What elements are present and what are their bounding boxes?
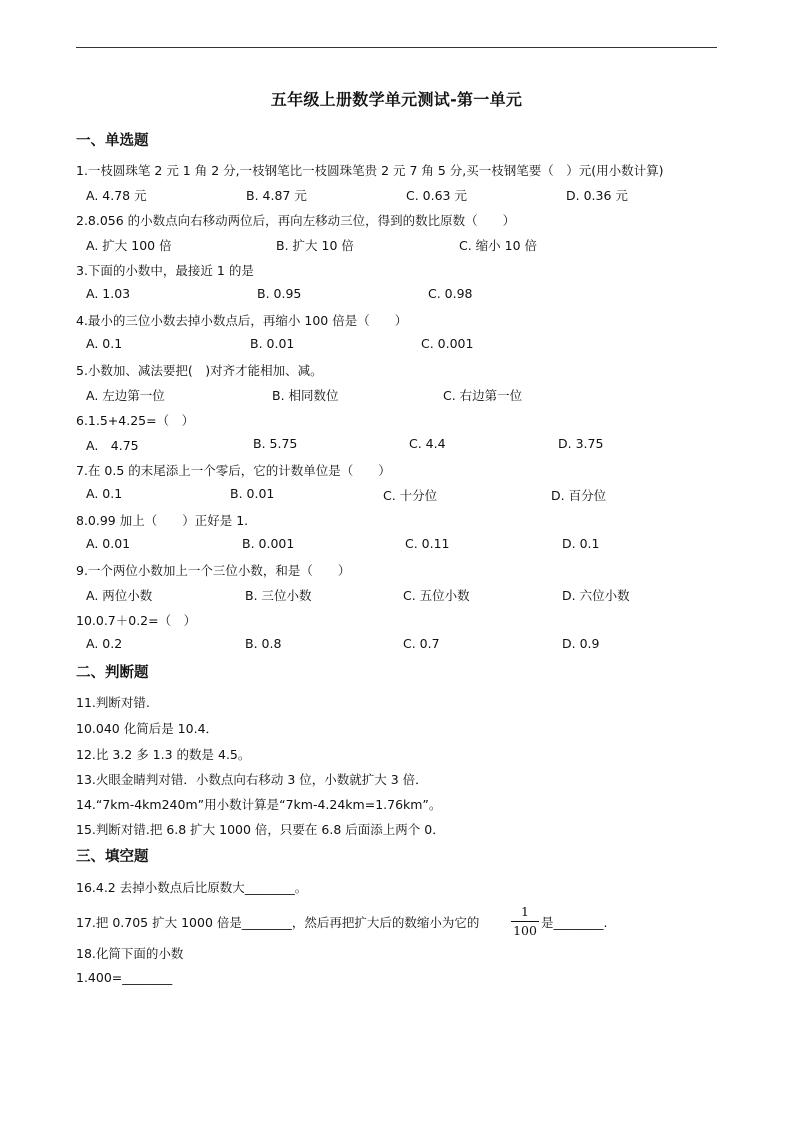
question-1: 1.一枝圆珠笔 2 元 1 角 2 分,一枝钢笔比一枝圆珠笔贵 2 元 7 角 5 分,买一枝钢笔要（ ）元(用小数计算) xyxy=(76,163,664,178)
header-rule xyxy=(76,47,717,48)
q3-option-b: B. 0.95 xyxy=(257,286,302,301)
question-2: 2.8.056 的小数点向右移动两位后，再向左移动三位，得到的数比原数（ ） xyxy=(76,213,516,228)
q2-option-b: B. 扩大 10 倍 xyxy=(276,238,354,253)
q6-option-c: C. 4.4 xyxy=(409,436,446,451)
question-9: 9.一个两位小数加上一个三位小数，和是（ ） xyxy=(76,563,351,578)
question-10: 10.0.7＋0.2=（ ） xyxy=(76,613,197,628)
fill-17: 17.把 0.705 扩大 1000 倍是________，然后再把扩大后的数缩小为它的 xyxy=(76,915,480,930)
fill-17-tail: 是________. xyxy=(541,915,608,930)
fill-18-item: 1.400=________ xyxy=(76,970,173,985)
question-3: 3.下面的小数中，最接近 1 的是 xyxy=(76,263,254,278)
q7-option-c: C. 十分位 xyxy=(383,488,438,503)
judgment-12: 12.比 3.2 多 1.3 的数是 4.5。 xyxy=(76,747,251,762)
q7-option-a: A. 0.1 xyxy=(86,486,123,501)
section-true-false: 二、判断题 xyxy=(76,665,149,681)
q9-option-d: D. 六位小数 xyxy=(562,588,630,603)
q5-option-b: B. 相同数位 xyxy=(272,388,339,403)
q6-option-d: D. 3.75 xyxy=(558,436,604,451)
q5-option-c: C. 右边第一位 xyxy=(443,388,523,403)
question-8: 8.0.99 加上（ ）正好是 1. xyxy=(76,513,249,528)
q5-option-a: A. 左边第一位 xyxy=(86,388,165,403)
q1-option-c: C. 0.63 元 xyxy=(406,188,467,203)
fill-16: 16.4.2 去掉小数点后比原数大________。 xyxy=(76,880,308,895)
judgment-10: 10.040 化简后是 10.4． xyxy=(76,721,219,736)
q7-option-b: B. 0.01 xyxy=(230,486,275,501)
q8-option-d: D. 0.1 xyxy=(562,536,600,551)
q2-option-a: A. 扩大 100 倍 xyxy=(86,238,172,253)
q1-option-a: A. 4.78 元 xyxy=(86,188,147,203)
judgment-15: 15.判断对错.把 6.8 扩大 1000 倍，只要在 6.8 后面添上两个 0． xyxy=(76,822,445,837)
fraction-numerator: 1 xyxy=(521,904,529,919)
q9-option-c: C. 五位小数 xyxy=(403,588,470,603)
q3-option-c: C. 0.98 xyxy=(428,286,473,301)
q8-option-b: B. 0.001 xyxy=(242,536,295,551)
section-single-choice: 一、单选题 xyxy=(76,133,149,149)
fraction-one-hundredth xyxy=(511,904,539,939)
q2-option-c: C. 缩小 10 倍 xyxy=(459,238,538,253)
q3-option-a: A. 1.03 xyxy=(86,286,131,301)
q1-option-b: B. 4.87 元 xyxy=(246,188,307,203)
q10-option-a: A. 0.2 xyxy=(86,636,123,651)
judgment-14: 14.“7km-4km240m”用小数计算是“7km-4.24km=1.76km”。 xyxy=(76,797,442,812)
question-7: 7.在 0.5 的末尾添上一个零后，它的计数单位是（ ） xyxy=(76,463,391,478)
question-4: 4.最小的三位小数去掉小数点后，再缩小 100 倍是（ ） xyxy=(76,313,408,328)
fraction-denominator: 100 xyxy=(513,923,537,938)
page-title: 五年级上册数学单元测试-第一单元 xyxy=(270,90,523,109)
q6-option-b: B. 5.75 xyxy=(253,436,298,451)
q6-option-a: A. 4.75 xyxy=(86,438,139,453)
question-5: 5.小数加、减法要把( )对齐才能相加、减。 xyxy=(76,363,323,378)
q9-option-a: A. 两位小数 xyxy=(86,588,153,603)
judgment-13: 13.火眼金睛判对错．小数点向右移动 3 位，小数就扩大 3 倍． xyxy=(76,772,428,787)
q1-option-d: D. 0.36 元 xyxy=(566,188,628,203)
q4-option-a: A. 0.1 xyxy=(86,336,123,351)
fill-18: 18.化简下面的小数 xyxy=(76,946,184,961)
q8-option-a: A. 0.01 xyxy=(86,536,131,551)
judgment-11: 11.判断对错. xyxy=(76,695,150,710)
q10-option-c: C. 0.7 xyxy=(403,636,440,651)
fraction-bar xyxy=(511,921,539,922)
q8-option-c: C. 0.11 xyxy=(405,536,450,551)
q4-option-c: C. 0.001 xyxy=(421,336,474,351)
section-fill-blank: 三、填空题 xyxy=(76,849,149,865)
q9-option-b: B. 三位小数 xyxy=(245,588,312,603)
q4-option-b: B. 0.01 xyxy=(250,336,295,351)
q10-option-b: B. 0.8 xyxy=(245,636,282,651)
question-6: 6.1.5+4.25=（ ） xyxy=(76,413,195,428)
q10-option-d: D. 0.9 xyxy=(562,636,600,651)
q7-option-d: D. 百分位 xyxy=(551,488,607,503)
